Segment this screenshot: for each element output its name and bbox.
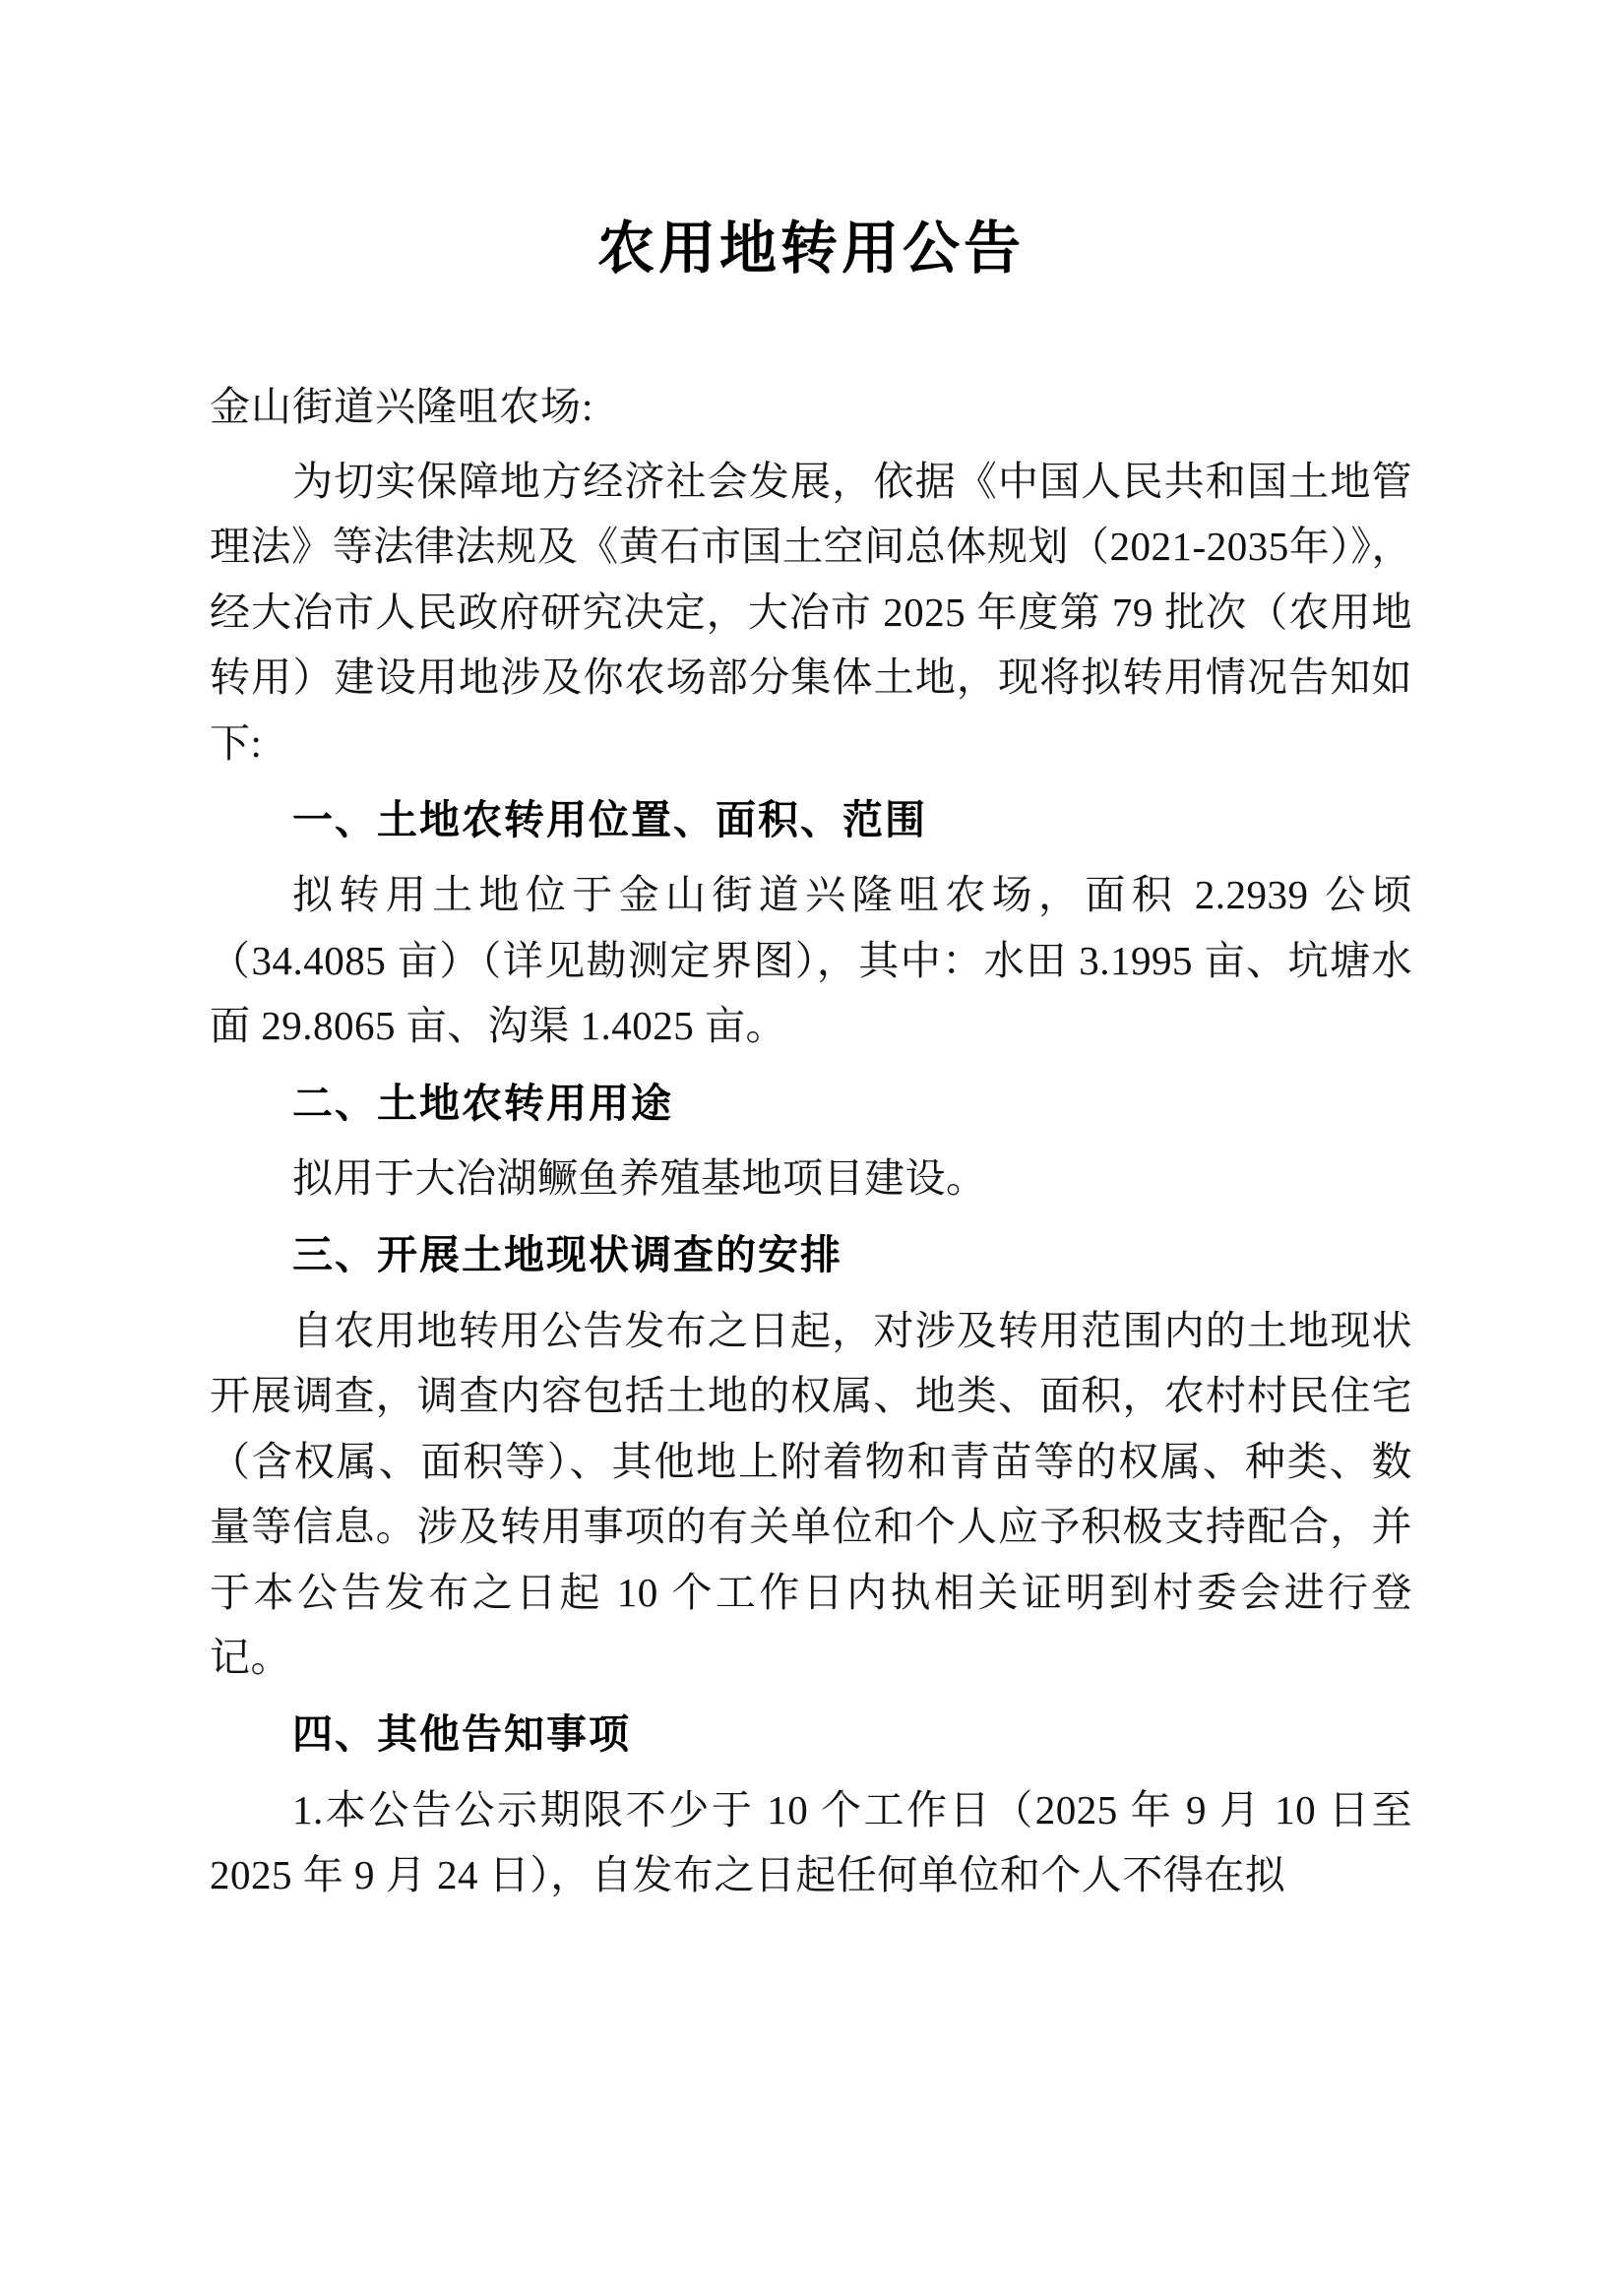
section-heading-4: 四、其他告知事项: [292, 1711, 631, 1758]
salutation: 金山街道兴隆咀农场:: [210, 383, 594, 429]
page-title: 农用地转用公告: [596, 217, 1025, 280]
section-heading-1: 一、土地农转用位置、面积、范围: [292, 797, 927, 843]
document-body: [210, 0, 1412, 1908]
section-heading-3: 三、开展土地现状调查的安排: [292, 1232, 842, 1278]
section-heading-2: 二、土地农转用用途: [292, 1080, 673, 1126]
intro-paragraph: 为切实保障地方经济社会发展，依据《中国人民共和国土地管理法》等法律法规及《黄石市国土空间总体规划（2021-2035年）》，经大冶市人民政府研究决定，大冶市 2025 年度第 79 批次（农用地转用）建设用地涉及你农场部分集体土地，现将拟转用情况告知如下:: [210, 459, 1412, 766]
section-1-paragraph-1: 拟转用土地位于金山街道兴隆咀农场，面积 2.2939 公顷（34.4085 亩）（详见勘测定界图），其中：水田 3.1995 亩、坑塘水面 29.8065 亩、沟渠 1.4025 亩。: [210, 872, 1412, 1049]
section-4-paragraph-1: 1.本公告公示期限不少于 10 个工作日（2025 年 9 月 10 日至 2025 年 9 月 24 日），自发布之日起任何单位和个人不得在拟: [210, 1786, 1412, 1898]
section-3-paragraph-1: 自农用地转用公告发布之日起，对涉及转用范围内的土地现状开展调查，调查内容包括土地的权属、地类、面积，农村村民住宅（含权属、面积等）、其他地上附着物和青苗等的权属、种类、数量等信息。涉及转用事项的有关单位和个人应予积极支持配合，并于本公告发布之日起 10 个工作日内执相关证明到村委会进行登记。: [210, 1307, 1412, 1680]
section-2-paragraph-1: 拟用于大冶湖鳜鱼养殖基地项目建设。: [292, 1155, 987, 1202]
